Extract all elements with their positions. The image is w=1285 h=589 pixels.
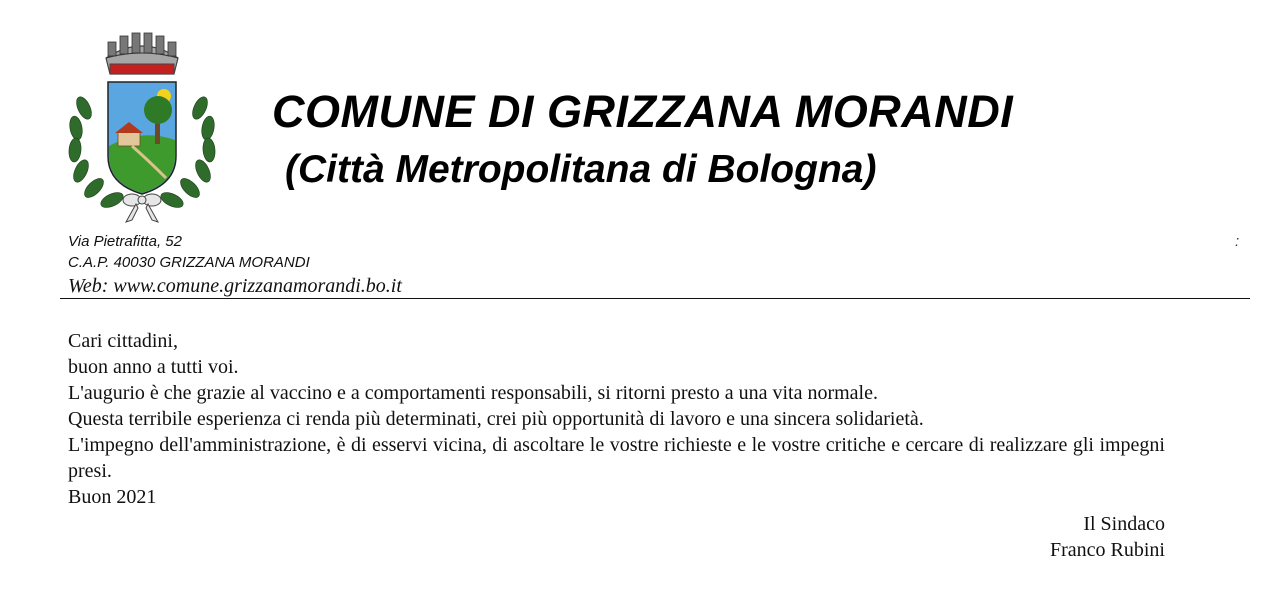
- ribbon-knot-icon: [123, 194, 161, 222]
- letter-line: L'augurio è che grazie al vaccino e a comportamenti responsabili, si ritorni presto a una vita normale.: [68, 382, 878, 404]
- letter-body: [68, 328, 1165, 510]
- letter-line: L'impegno dell'amministrazione, è di esservi vicina, di ascoltare le vostre richieste e le vostre critiche e cercare di realizzare gli impegni presi.: [68, 434, 1165, 482]
- signature-name: Franco Rubini: [1050, 539, 1165, 561]
- address-street: Via Pietrafitta, 52: [68, 233, 182, 250]
- signature-role: Il Sindaco: [1083, 513, 1165, 535]
- letter-greeting: Cari cittadini,: [68, 330, 178, 352]
- letter-closing: Buon 2021: [68, 486, 157, 508]
- header-divider: [60, 298, 1250, 299]
- letter-line: buon anno a tutti voi.: [68, 356, 239, 378]
- website-line: Web: www.comune.grizzanamorandi.bo.it: [68, 275, 402, 297]
- letter-line: Questa terribile esperienza ci renda più determinati, crei più opportunità di lavoro e una sincera solidarietà.: [68, 408, 924, 430]
- shield-icon: [108, 82, 176, 194]
- address-postal-code: C.A.P. 40030 GRIZZANA MORANDI: [68, 254, 310, 271]
- stray-colon-mark: :: [1235, 233, 1240, 250]
- crown-icon: [106, 33, 178, 74]
- municipal-crest-emblem: [66, 28, 218, 224]
- signature-block: [1050, 511, 1165, 563]
- municipality-subtitle: (Città Metropolitana di Bologna): [285, 148, 877, 191]
- municipality-title: COMUNE DI GRIZZANA MORANDI: [272, 86, 1014, 137]
